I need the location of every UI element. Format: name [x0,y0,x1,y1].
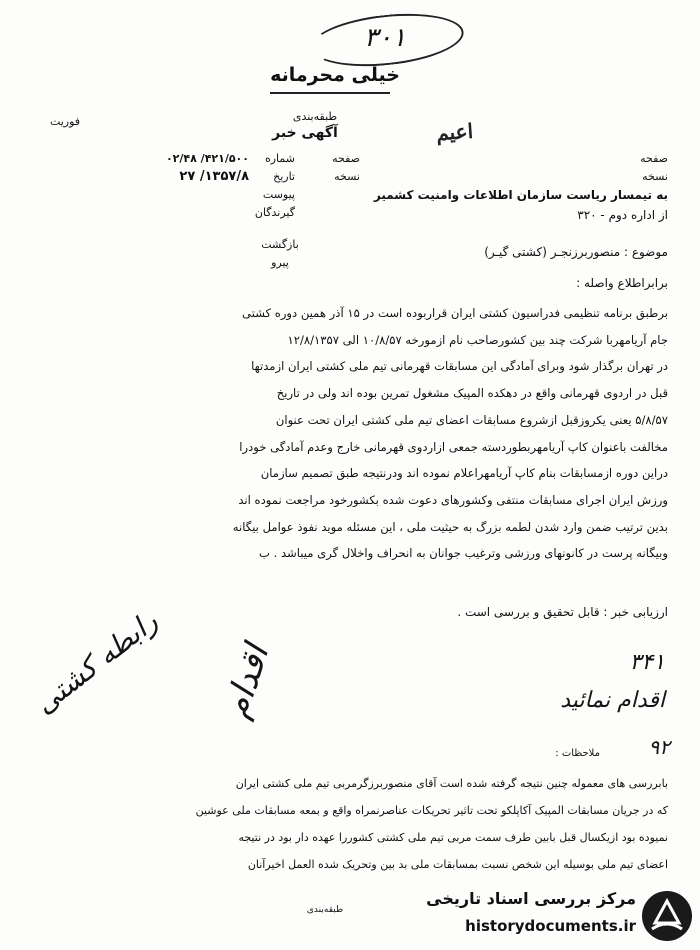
classification-label: طبقه‌بندی [292,110,338,123]
news-evaluation: ارزیابی خبر : قابل تحقیق و بررسی است . [457,605,668,619]
body-line: بدین ترتیب ضمن وارد شدن لطمه بزرگ به حیثیت ملی ، این مسئله موید نفوذ عوامل بیگانه [232,519,668,534]
body-line: ۵/۸/۵۷ یعنی یکروزقبل ازشروع مسابقات اعضای تیم ملی کشتی ایران تحت عنوان [275,412,668,427]
handwritten-stamp: اعیم [435,118,474,146]
reference-label: بازگشت [261,238,299,251]
body-line: برطبق برنامه تنظیمی فدراسیون کشتی ایران قراربوده است در ۱۵ آذر همین دوره کشتی [242,306,668,320]
meta-left-page-label: صفحه [332,152,360,165]
attachment-label: پیوست [262,188,295,201]
body-line: دراین دوره ازمسابقات بنام کاپ آریامهراعلام نموده اند ودرنتیجه طبق تصمیم سازمان [260,466,668,481]
recipient-line: به تیمسار ریاست سازمان اطلاعات وامنیت کشمیر [373,188,668,202]
body-line: وبیگانه پرست در کانونهای ورزشی وترغیب جوانان به انحراف واخلال گری میباشد . ب [258,546,668,561]
date-value: ۱۳۵۷/۸/ ۲۷ [179,169,249,184]
archive-watermark [408,885,698,947]
number-value: ۴۲۱/۵۰۰/ ۰۲/۴۸ [165,152,249,165]
handwritten-signature-right: اقدام نمائید [560,688,665,713]
report-body [30,300,668,567]
body-line: مخالفت باعنوان کاپ آریامهربطوردسته جمعی ازاردوی قهرمانی خارج وعدم آمادگی خودرا [239,439,668,454]
date-label: تاریخ [273,170,295,183]
follow-up-label: پیرو [271,256,289,269]
subject-line: موضوع : منصوربرزنجـر (کشتی گیـر) [484,245,668,259]
watermark-url: historydocuments.ir [465,917,636,935]
date-row [60,168,295,186]
notes-body [30,770,668,878]
handwritten-signature-middle: اقدام [216,640,277,724]
classification-underline [270,92,390,94]
sender-line: از اداره دوم - ۳۲۰ [577,208,668,222]
notes-line: بابررسی های معموله چنین نتیجه گرفته شده است آقای منصوربرزگرمربی تیم ملی کشتی ایران [235,777,668,790]
recipients-label: گیرندگان [254,206,295,219]
body-line: ورزش ایران اجرای مسابقات منتفی وکشورهای دعوت شده بکشورخود مراجعت نموده اند [238,492,668,507]
greeting: برابراطلاع واصله : [576,276,668,290]
handwritten-number-bottom: ۹۲ [648,735,670,759]
meta-left-copy-label: نسخه [334,170,360,183]
body-line: جام آریامهربا شرکت چند بین کشورصاحب نام ازمورخه ۱۰/۸/۵۷ الی ۱۲/۸/۱۳۵۷ [287,332,668,347]
handwritten-signature-left: رابطه کشتی [28,604,164,721]
subject-label: موضوع [631,245,668,259]
document-title: آگهی خبر [272,125,338,141]
notes-line: که در جریان مسابقات المپیک آکاپلکو تحت تاثیر تحریکات عناصرنمراه واقع و بمعه مسابقات ملی عوشین [195,804,668,817]
number-label: شماره [264,152,295,165]
attachment-row [60,186,295,204]
footer-classification: طبقه‌بندی [306,905,344,915]
notes-line: اعضای تیم ملی بوسیله این شخص نسبت بمسابقات ملی بد بین وتحریک شده العمل اخیرآنان [247,858,668,871]
handwritten-number-top: ۳۴۱ [629,650,665,675]
classification-top: خیلی محرمانه [270,64,400,86]
meta-copy-row [380,168,668,186]
notes-label: ملاحظات : [555,748,600,759]
watermark-name: مرکز بررسی اسناد تاریخی [426,889,636,908]
recipients-row [60,204,295,222]
archive-logo-icon [640,889,694,943]
number-row [60,150,295,168]
meta-page-row [380,150,668,168]
handwritten-page-number: ۳۰۱ [364,23,406,53]
meta-copy-label: نسخه [642,170,668,183]
meta-page-label: صفحه [640,152,668,165]
urgency-label: فوریت [49,115,81,128]
body-line: در تهران برگذار شود وبرای آمادگی این مسابقات قهرمانی تیم ملی کشتی ایران ازمدتها [251,359,668,374]
subject-text: منصوربرزنجـر (کشتی گیـر) [484,245,621,259]
notes-line: نمیوده بود ازیکسال قبل بابین طرف سمت مربی تیم ملی کشتی کشوررا عهده دار بود در نتیجه [238,831,668,844]
body-line: قبل در اردوی قهرمانی واقع در دهکده المپیک مشغول تمرین بوده اند ولی در تاریخ [276,386,668,401]
